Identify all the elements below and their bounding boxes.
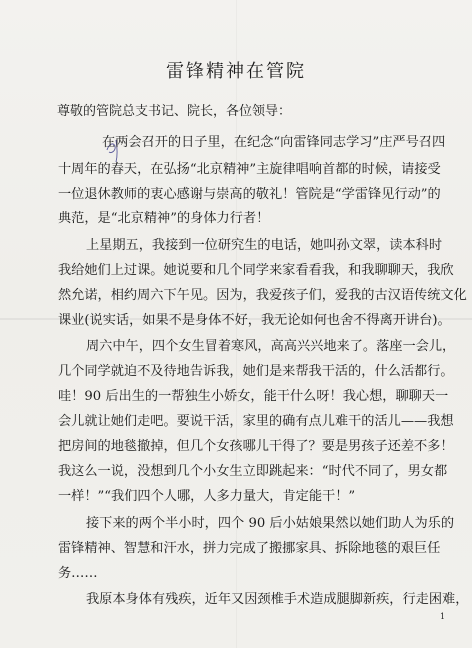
- body-line: 我这么一说，没想到几个小女生立即跳起来：“时代不同了，男女都: [58, 464, 448, 479]
- body-line: 一位退休教师的衷心感谢与崇高的敬礼！管院是“学雷锋见行动”的: [58, 187, 441, 202]
- body-line: 把房间的地毯撤掉，但几个女孩哪儿干得了？要是男孩子还差不多！: [58, 439, 454, 454]
- body-line: 务……: [58, 566, 98, 581]
- body-line: 几个同学就迫不及待地告诉我，她们是来帮我干活的，什么活都行。: [58, 364, 454, 379]
- body-line: 雷锋精神、智慧和汗水，拼力完成了搬挪家具、拆除地毯的艰巨任: [58, 541, 441, 556]
- body-line: 我原本身体有残疾，近年又因颈椎手术造成腿脚新疾，行走困难，: [86, 592, 469, 607]
- document-title: 雷锋精神在管院: [166, 61, 306, 82]
- body-line: 哇！90 后出生的一帮独生小娇女，能干什么呀！我心想，聊聊天一: [58, 389, 449, 404]
- page-number: 1: [440, 612, 446, 621]
- body-line: 上星期五，我接到一位研究生的电话，她叫孙文翠，读本科时: [86, 238, 443, 253]
- body-line: 周六中午，四个女生冒着寒风，高高兴兴地来了。落座一会儿，: [86, 339, 456, 354]
- body-line: 我给她们上过课。她说要和几个同学来家看看我，和我聊聊天，我欣: [58, 263, 454, 278]
- salutation: 尊敬的管院总支书记、院长，各位领导：: [57, 104, 292, 119]
- body-line: 接下来的两个半小时，四个 90 后小姑娘果然以她们助人为乐的: [86, 516, 455, 531]
- body-line: 典范，是“北京精神”的身体力行者！: [58, 211, 270, 226]
- body-line: 会儿就让她们走吧。要说干活，家里的确有点儿难干的活儿——我想: [58, 414, 454, 429]
- body-line: 一样！”“我们四个人哪，人多力量大，肯定能干！”: [58, 489, 356, 504]
- body-line: 十周年的春天，在弘扬“北京精神”主旋律唱响首都的时候，请接受: [58, 162, 441, 177]
- body-line: 在两会召开的日子里，在纪念“向雷锋同志学习”庄严号召四: [102, 135, 446, 150]
- body-line: 然允诺，相约周六下午见。因为，我爱孩子们，爱我的古汉语传统文化: [58, 288, 467, 303]
- body-line: 课业(说实话，如果不是身体不好，我无论如何也舍不得离开讲台)。: [58, 313, 451, 328]
